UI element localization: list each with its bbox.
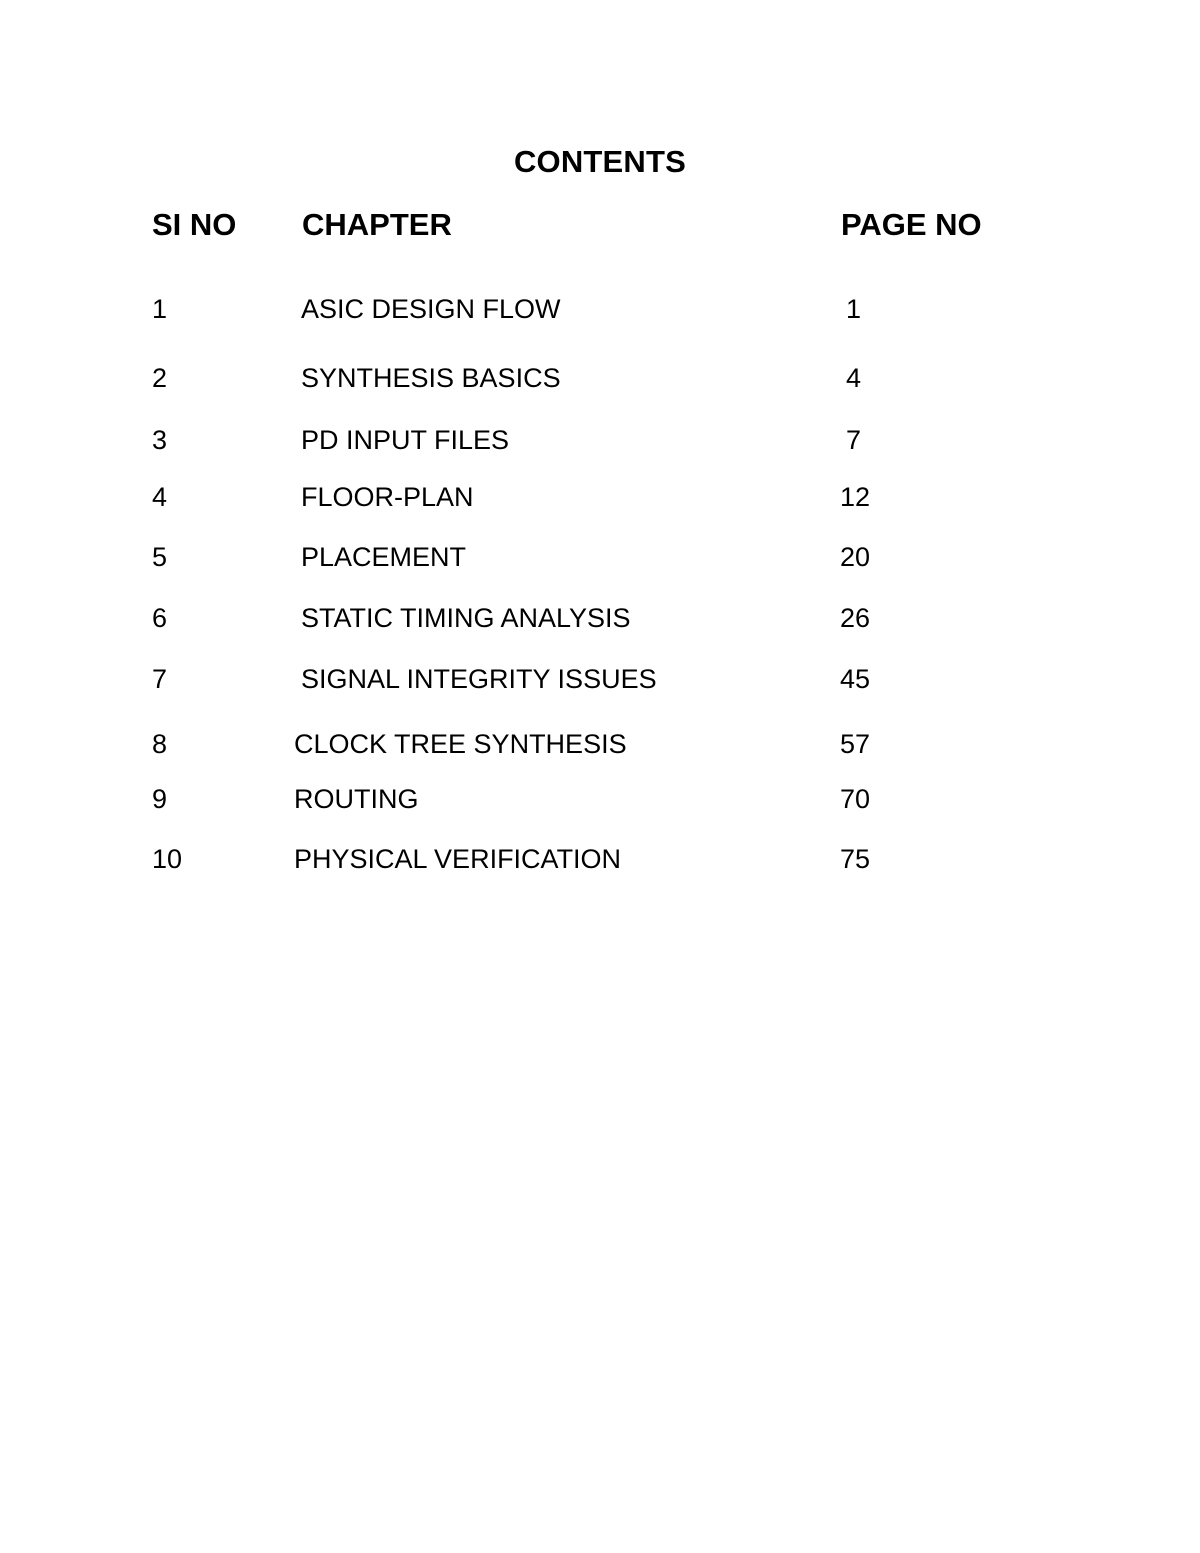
row-page-no: 4 — [846, 363, 862, 393]
row-chapter: PLACEMENT — [301, 542, 467, 572]
row-chapter: ASIC DESIGN FLOW — [301, 294, 561, 324]
row-sino: 3 — [152, 425, 168, 455]
row-chapter: CLOCK TREE SYNTHESIS — [294, 729, 627, 759]
row-sino: 9 — [152, 784, 168, 814]
page-title: CONTENTS — [513, 144, 687, 179]
row-page-no: 26 — [840, 603, 871, 633]
row-page-no: 70 — [840, 784, 871, 814]
row-page-no: 75 — [840, 844, 871, 874]
header-sino: SI NO — [152, 207, 237, 242]
row-chapter: SYNTHESIS BASICS — [301, 363, 561, 393]
row-chapter: STATIC TIMING ANALYSIS — [301, 603, 631, 633]
row-chapter: ROUTING — [294, 784, 419, 814]
row-sino: 10 — [152, 844, 183, 874]
header-chapter: CHAPTER — [302, 207, 452, 242]
row-page-no: 7 — [846, 425, 862, 455]
toc-row — [0, 662, 1200, 696]
toc-row — [0, 480, 1200, 514]
row-page-no: 45 — [840, 664, 871, 694]
toc-row — [0, 361, 1200, 395]
toc-row — [0, 292, 1200, 326]
row-page-no: 1 — [846, 294, 862, 324]
row-chapter: PHYSICAL VERIFICATION — [294, 844, 622, 874]
row-page-no: 12 — [840, 482, 871, 512]
toc-row — [0, 727, 1200, 761]
row-sino: 7 — [152, 664, 168, 694]
row-chapter: SIGNAL INTEGRITY ISSUES — [301, 664, 657, 694]
row-sino: 4 — [152, 482, 168, 512]
row-chapter: PD INPUT FILES — [301, 425, 510, 455]
header-page-no: PAGE NO — [841, 207, 982, 242]
contents-header-row — [0, 207, 1200, 247]
row-sino: 6 — [152, 603, 168, 633]
row-sino: 8 — [152, 729, 168, 759]
row-page-no: 20 — [840, 542, 871, 572]
row-chapter: FLOOR-PLAN — [301, 482, 474, 512]
toc-row — [0, 782, 1200, 816]
toc-row — [0, 540, 1200, 574]
row-sino: 2 — [152, 363, 168, 393]
toc-row — [0, 423, 1200, 457]
row-page-no: 57 — [840, 729, 871, 759]
toc-row — [0, 601, 1200, 635]
row-sino: 1 — [152, 294, 168, 324]
row-sino: 5 — [152, 542, 168, 572]
toc-row — [0, 842, 1200, 876]
